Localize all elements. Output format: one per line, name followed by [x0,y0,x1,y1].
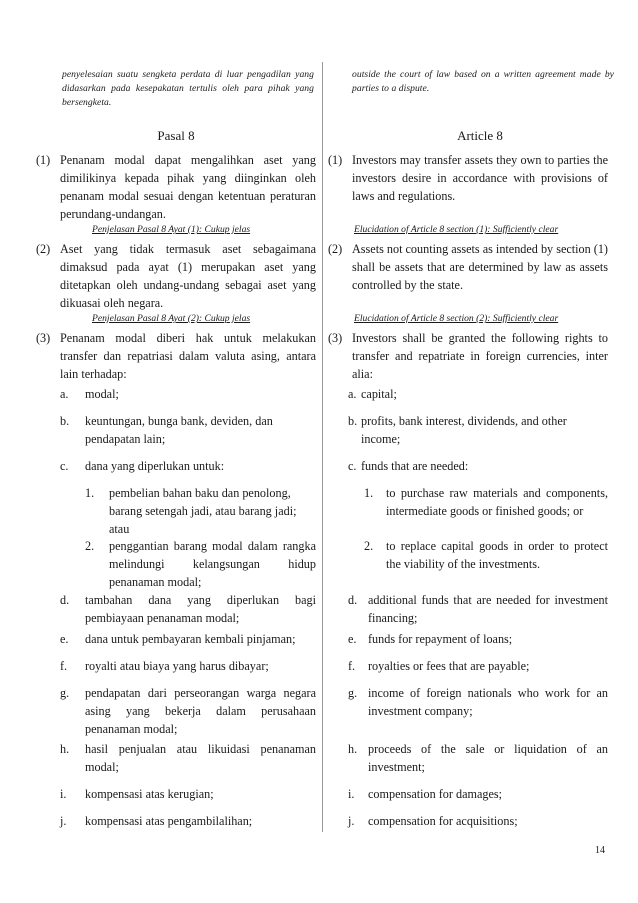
item-label: d. [348,593,358,607]
item-text: dana yang diperlukan untuk: [85,459,225,473]
item-text: modal; [85,387,119,401]
left-item-d [60,591,316,627]
item-label: g. [60,686,70,700]
left-intro: penyelesaian suatu sengketa perdata di luar pengadilan yang didasarkan pada kesepakatan tertulis oleh para pihak yang bersengketa. [62,69,314,109]
right-item-b [348,412,608,448]
item-label: e. [348,632,357,646]
right-item-g [348,684,608,720]
right-item-c2 [364,537,608,573]
item-text: dana untuk pembayaran kembali pinjaman; [85,632,296,646]
para-number: (1) [36,153,51,167]
item-label: h. [60,742,70,756]
left-item-i [60,785,316,803]
left-item-g [60,684,316,738]
left-heading: Pasal 8 [157,128,195,143]
item-label: d. [60,593,70,607]
right-item-f [348,657,608,675]
item-text: royalties or fees that are payable; [368,659,530,673]
para-number: (2) [36,242,51,256]
para-number: (3) [328,331,343,345]
item-text: keuntungan, bunga bank, deviden, dan pendapatan lain; [85,414,273,446]
para-text: Assets not counting assets as intended by section (1) shall be assets that are determined by law as assets controlled by the state. [352,242,608,292]
para-text: Investors may transfer assets they own to parties the investors desire in accordance with provisions of laws and regulations. [352,153,608,203]
item-label: f. [348,659,356,673]
item-label: j. [60,814,67,828]
item-text: profits, bank interest, dividends, and other income; [361,414,567,446]
item-text: kompensasi atas kerugian; [85,787,214,801]
left-note-1: Penjelasan Pasal 8 Ayat (1): Cukup jelas [92,224,251,235]
item-label: a. [60,387,69,401]
left-item-c1 [85,484,316,538]
item-label: e. [60,632,69,646]
item-text: pembelian bahan baku dan penolong, barang setengah jadi, atau barang jadi; atau [109,486,297,536]
item-text: compensation for acquisitions; [368,814,518,828]
right-item-c [348,457,608,475]
item-text: capital; [361,387,397,401]
item-text: penggantian barang modal dalam rangka melindungi kelangsungan hidup penanaman modal; [109,539,316,589]
left-note-2: Penjelasan Pasal 8 Ayat (2): Cukup jelas [92,313,251,324]
left-item-b [60,412,316,448]
item-text: additional funds that are needed for investment financing; [368,593,608,625]
left-item-c2 [85,537,316,591]
item-label: g. [348,686,358,700]
item-text: funds for repayment of loans; [368,632,513,646]
right-item-c1 [364,484,608,520]
item-text: hasil penjualan atau likuidasi penanaman modal; [85,742,316,774]
item-label: i. [60,787,67,801]
para-text: Penanam modal dapat mengalihkan aset yang dimilikinya kepada pihak yang diinginkan oleh penanam modal sesuai dengan ketentuan peraturan perundang-undangan. [60,153,316,221]
item-label: 2. [85,539,95,553]
right-item-d [348,591,608,627]
left-paragraph-3 [36,329,316,383]
item-label: b. [60,414,70,428]
column-divider [322,62,323,832]
item-text: pendapatan dari perseorangan warga negara asing yang bekerja dalam perusahaan penanaman modal; [85,686,316,736]
item-label: h. [348,742,358,756]
left-item-j [60,812,316,830]
para-number: (2) [328,242,343,256]
left-item-h [60,740,316,776]
item-text: funds that are needed: [361,459,469,473]
left-item-a [60,385,316,403]
item-text: compensation for damages; [368,787,503,801]
para-text: Investors shall be granted the following rights to transfer and repatriate in foreign currencies, inter alia: [352,331,608,381]
item-text: royalti atau biaya yang harus dibayar; [85,659,269,673]
right-item-i [348,785,608,803]
right-item-j [348,812,608,830]
item-text: to purchase raw materials and components, intermediate goods or finished goods; or [386,486,608,518]
left-item-c [60,457,316,475]
item-label: f. [60,659,68,673]
para-text: Aset yang tidak termasuk aset sebagaimana dimaksud pada ayat (1) merupakan aset yang ditetapkan oleh undang-undang sebagai aset yang dikuasai oleh negara. [60,242,316,310]
item-text: to replace capital goods in order to protect the viability of the investments. [386,539,608,571]
item-text: income of foreign nationals who work for an investment company; [368,686,608,718]
right-paragraph-1 [328,151,608,205]
para-number: (3) [36,331,51,345]
right-paragraph-3 [328,329,608,383]
item-text: tambahan dana yang diperlukan bagi pembiayaan penanaman modal; [85,593,316,625]
left-paragraph-2 [36,240,316,312]
right-intro: outside the court of law based on a written agreement made by parties to a dispute. [352,69,614,95]
page-number: 14 [595,845,605,856]
para-text: Penanam modal diberi hak untuk melakukan transfer dan repatriasi dalam valuta asing, antara lain terhadap: [60,331,316,381]
item-label: 1. [85,486,95,500]
item-label: j. [348,814,355,828]
right-heading: Article 8 [457,128,503,143]
item-label: c. [348,459,357,473]
item-label: c. [60,459,69,473]
item-label: b. [348,414,358,428]
item-label: 2. [364,539,374,553]
item-label: 1. [364,486,374,500]
right-item-e [348,630,608,648]
left-item-f [60,657,316,675]
right-note-1: Elucidation of Article 8 section (1): Sufficiently clear [354,224,559,235]
para-number: (1) [328,153,343,167]
left-paragraph-1 [36,151,316,223]
right-item-a [348,385,608,403]
item-label: a. [348,387,357,401]
right-item-h [348,740,608,776]
right-paragraph-2 [328,240,608,294]
item-text: kompensasi atas pengambilalihan; [85,814,253,828]
item-text: proceeds of the sale or liquidation of an investment; [368,742,608,774]
right-note-2: Elucidation of Article 8 section (2): Sufficiently clear [354,313,559,324]
left-item-e [60,630,316,648]
item-label: i. [348,787,355,801]
